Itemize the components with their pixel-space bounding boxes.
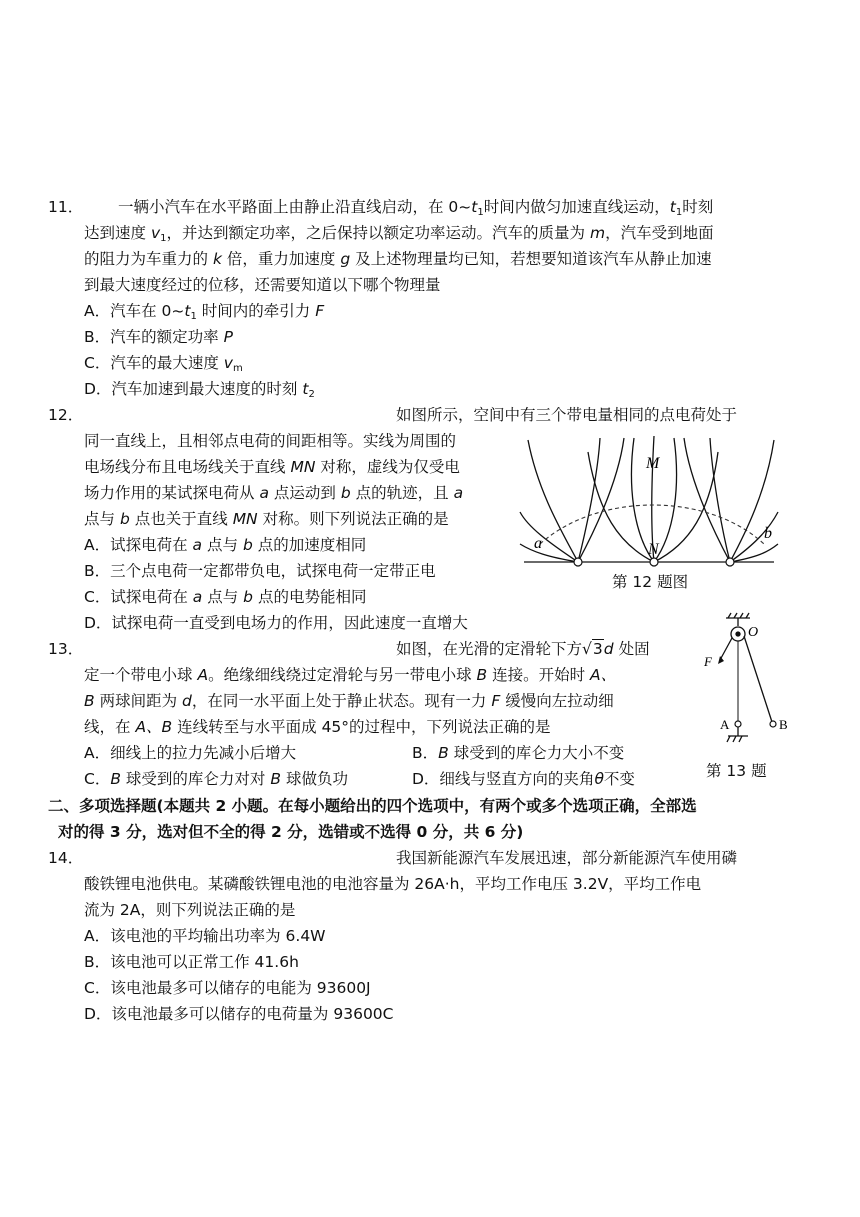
section-2-heading-line-1: 二、多项选择题(本题共 2 小题。在每小题给出的四个选项中，有两个或多个选项正确，全部选 [48, 797, 697, 815]
q13-line-1: 如图，在光滑的定滑轮下方√3d 处固 [396, 640, 650, 658]
q12-line-3: 电场线分布且电场线关于直线 MN 对称，虚线为仅受电 [84, 458, 460, 476]
q14-option-b: B．该电池可以正常工作 41.6h [84, 953, 299, 971]
label-m: M [646, 455, 660, 472]
q12-option-d: D．试探电荷一直受到电场力的作用，因此速度一直增大 [84, 614, 468, 632]
q13-figure-caption: 第 13 题 [706, 762, 767, 780]
q13-line-2: 定一个带电小球 A。绝缘细线绕过定滑轮与另一带电小球 B 连接。开始时 A、 [84, 666, 617, 684]
q13-option-c: C．B 球受到的库仑力对对 B 球做负功 [84, 770, 348, 788]
q12-option-a: A．试探电荷在 a 点与 b 点的加速度相同 [84, 536, 367, 554]
q12-option-c: C．试探电荷在 a 点与 b 点的电势能相同 [84, 588, 367, 606]
label-o: O [748, 625, 759, 640]
label-a-ball: A [720, 717, 730, 732]
label-b-ball: B [779, 717, 788, 732]
question-number-11: 11． [48, 198, 84, 216]
q13-option-d: D．细线与竖直方向的夹角θ不变 [412, 770, 635, 788]
q11-option-c: C．汽车的最大速度 $v_m$ [84, 354, 243, 374]
question-number-14: 14． [48, 849, 84, 867]
q13-pulley-figure [698, 612, 798, 762]
q14-line-3: 流为 2A，则下列说法正确的是 [84, 901, 296, 919]
q14-option-c: C．该电池最多可以储存的电能为 93600J [84, 979, 371, 997]
q11-line-3: 的阻力为车重力的 k 倍，重力加速度 g 及上述物理量均已知，若想要知道该汽车从静止加速 [84, 250, 712, 268]
q12-field-line-figure [518, 432, 780, 568]
q14-line-2: 酸铁锂电池供电。某磷酸铁锂电池的电池容量为 26A·h，平均工作电压 3.2V，平均工作电 [84, 875, 702, 893]
q13-line-3: B 两球间距为 d，在同一水平面上处于静止状态。现有一力 F 缓慢向左拉动细 [84, 692, 614, 710]
q14-option-a: A．该电池的平均输出功率为 6.4W [84, 927, 326, 945]
q14-option-d: D．该电池最多可以储存的电荷量为 93600C [84, 1005, 394, 1023]
label-n: N [648, 541, 659, 558]
q12-line-5: 点与 b 点也关于直线 MN 对称。则下列说法正确的是 [84, 510, 449, 528]
q12-figure-caption: 第 12 题图 [612, 573, 689, 591]
q12-line-4: 场力作用的某试探电荷从 a 点运动到 b 点的轨迹，且 a [84, 484, 464, 502]
q11-line-2: 达到速度 $v_1$，并达到额定功率，之后保持以额定功率运动。汽车的质量为 m，汽车受到地面 [84, 224, 714, 244]
q11-line-1: 一辆小汽车在水平路面上由静止沿直线启动，在 $0\sim t_1$时间内做匀加速直线运动，$t_1$时刻 [118, 198, 714, 218]
question-number-13: 13． [48, 640, 84, 658]
label-b: b [764, 525, 772, 542]
q11-option-a: A．汽车在 $0\sim t_1$ 时间内的牵引力 F [84, 302, 325, 322]
q13-option-a: A．细线上的拉力先减小后增大 [84, 744, 297, 762]
q13-line-4: 线，在 A、B 连线转至与水平面成 45°的过程中，下列说法正确的是 [84, 718, 551, 736]
label-a: a [534, 535, 542, 552]
q14-line-1: 我国新能源汽车发展迅速，部分新能源汽车使用磷 [396, 849, 738, 867]
q13-option-b: B．B 球受到的库仑力大小不变 [412, 744, 625, 762]
question-number-12: 12． [48, 406, 84, 424]
section-2-heading-line-2: 对的得 3 分，选对但不全的得 2 分，选错或不选得 0 分，共 6 分) [58, 823, 524, 841]
q11-option-b: B．汽车的额定功率 P [84, 328, 233, 346]
q12-option-b: B．三个点电荷一定都带负电，试探电荷一定带正电 [84, 562, 436, 580]
q12-line-1: 如图所示，空间中有三个带电量相同的点电荷处于 [396, 406, 738, 424]
q11-line-4: 到最大速度经过的位移，还需要知道以下哪个物理量 [84, 276, 441, 294]
q11-option-d: D．汽车加速到最大速度的时刻 $t_2$ [84, 380, 315, 400]
q12-line-2: 同一直线上，且相邻点电荷的间距相等。实线为周围的 [84, 432, 457, 450]
label-f: F [704, 654, 712, 669]
